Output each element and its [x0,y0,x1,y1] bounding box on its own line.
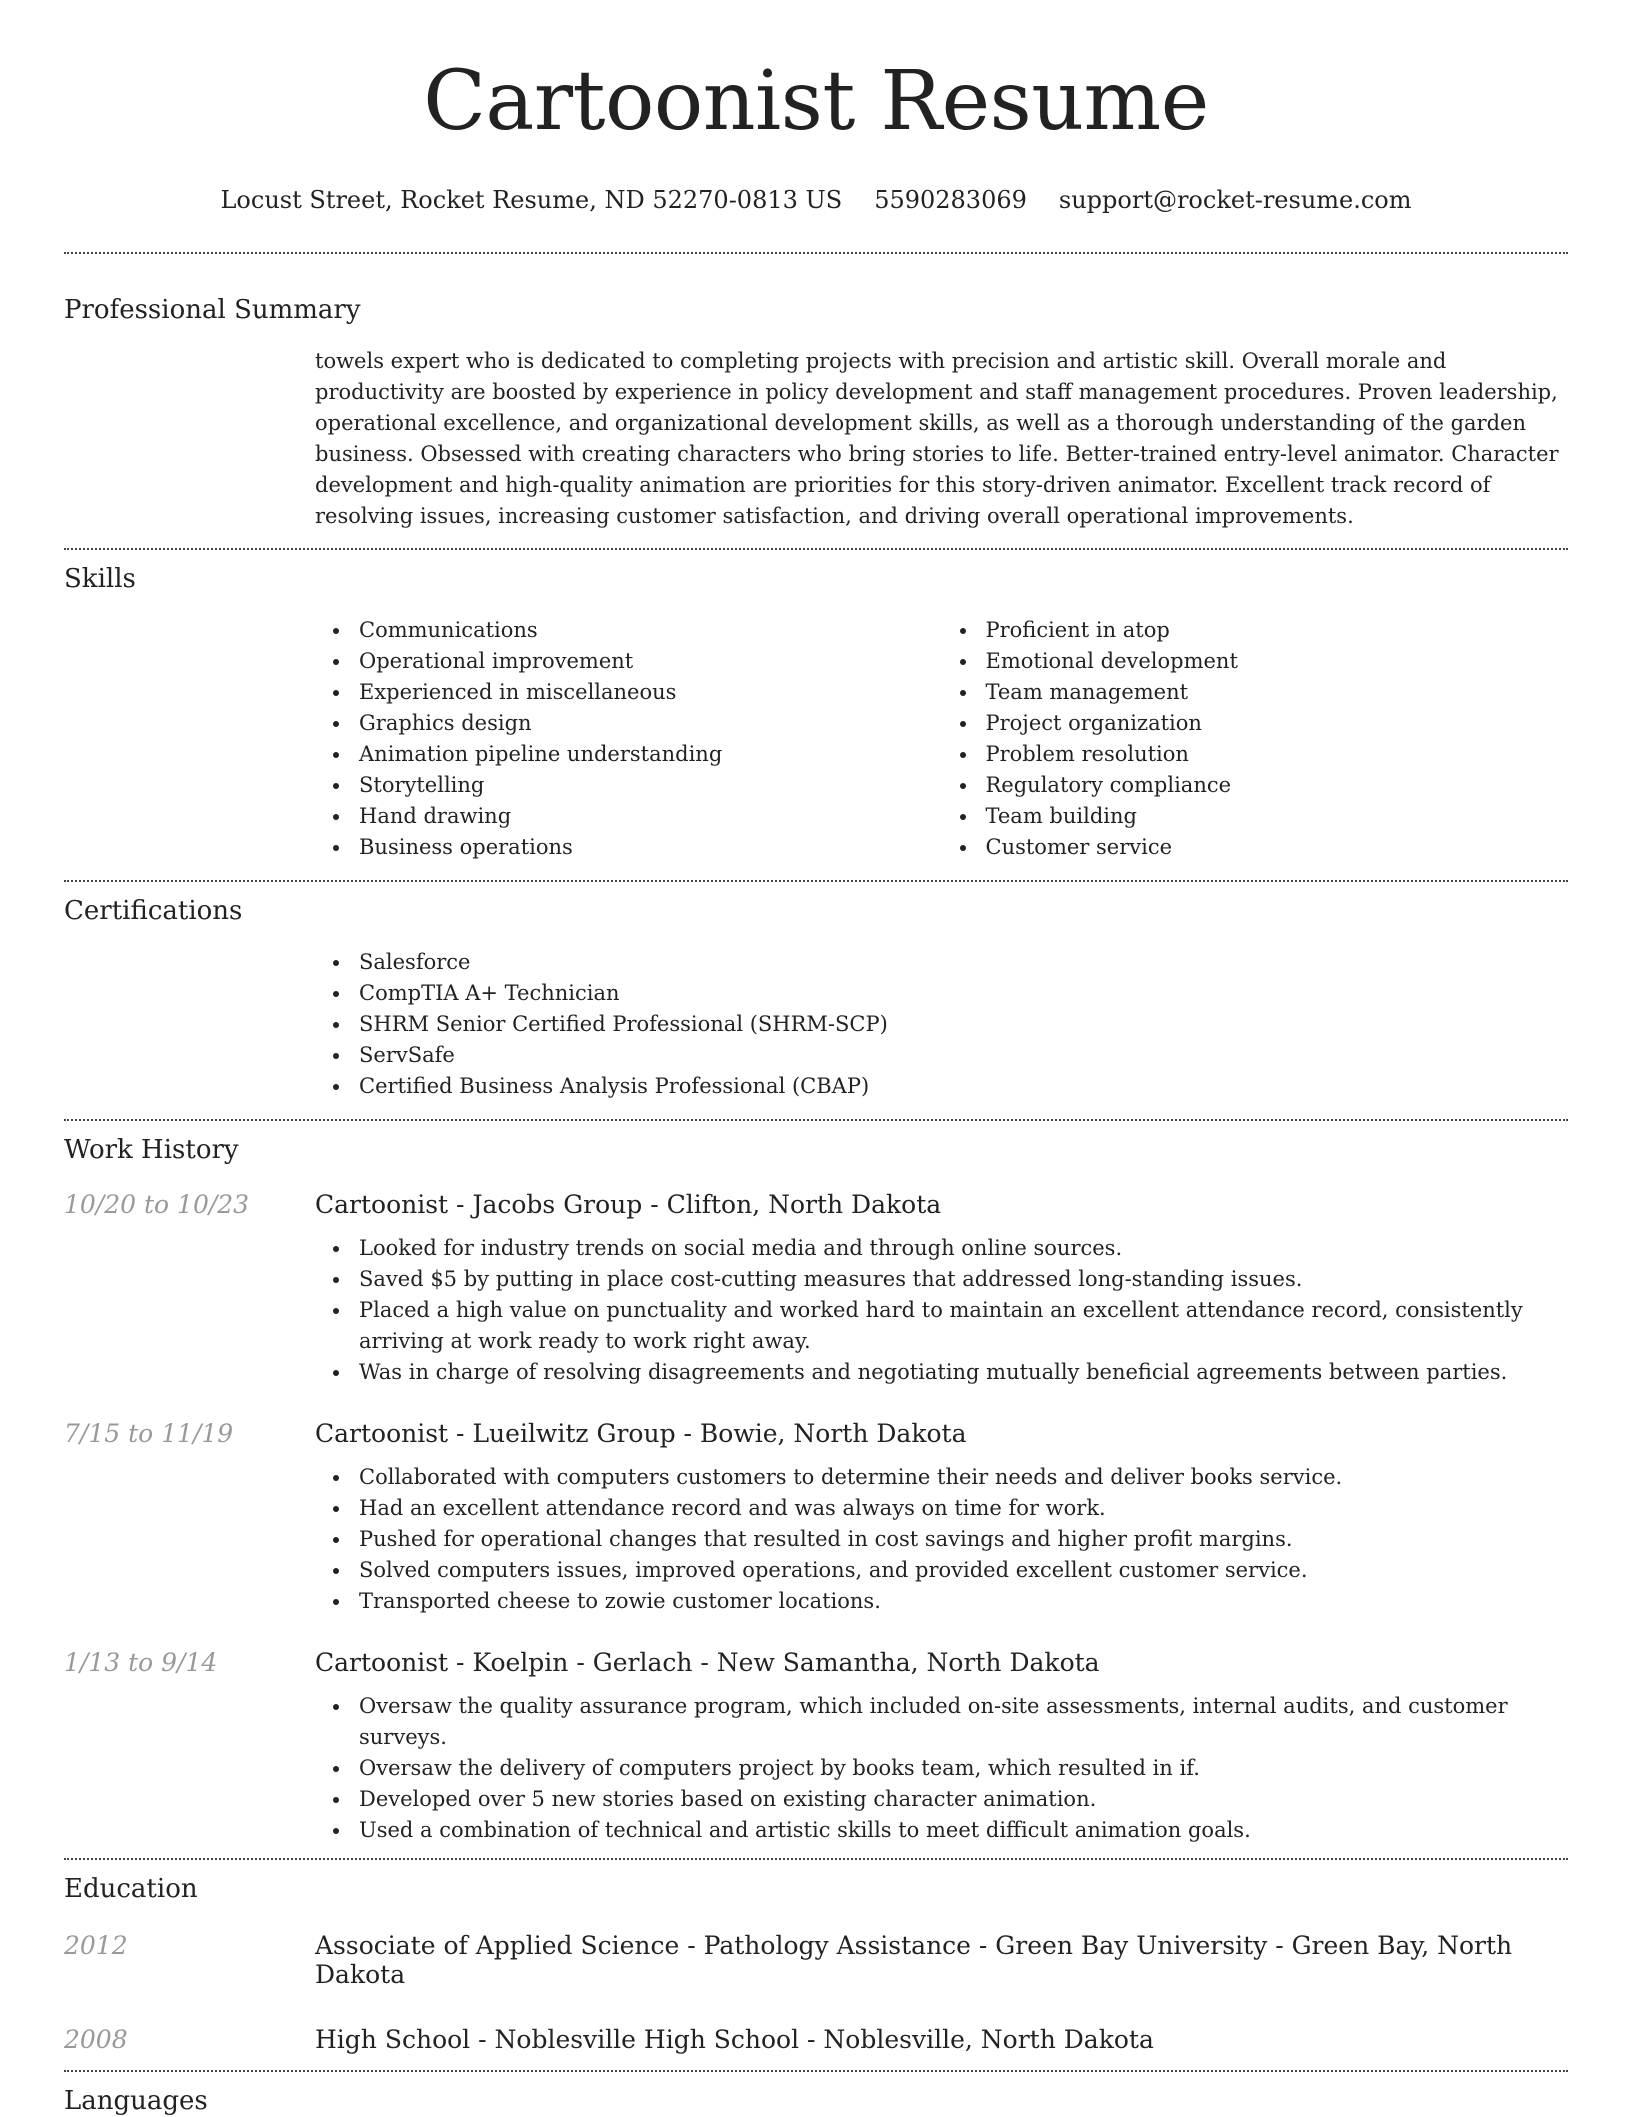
education-section [0,1860,1632,2054]
section-title-work: Work History [64,1135,239,1165]
list-item: Emotional development [986,646,1569,677]
job-dates: 7/15 to 11/19 [64,1419,234,1448]
list-item: Solved computers issues, improved operations, and provided excellent customer service. [359,1555,1568,1586]
skills-section [0,550,1632,863]
list-item: Placed a high value on punctuality and worked hard to maintain an excellent attendance record, consistently arriving at work ready to work right away. [359,1295,1568,1357]
education-year: 2008 [64,2025,128,2054]
list-item: Transported cheese to zowie customer locations. [359,1586,1568,1617]
section-title-certifications: Certifications [64,896,243,926]
resume-header [0,0,1632,214]
list-item: Business operations [359,832,942,863]
education-year: 2012 [64,1931,128,1960]
list-item: Communications [359,615,942,646]
list-item: Problem resolution [986,739,1569,770]
list-item: Developed over 5 new stories based on existing character animation. [359,1784,1568,1815]
education-heading: Associate of Applied Science - Pathology Assistance - Green Bay University - Green Bay, North Dakota [315,1931,1513,1989]
list-item: Experienced in miscellaneous [359,677,942,708]
contact-phone: 5590283069 [874,186,1027,214]
list-item: Certified Business Analysis Professional (CBAP) [359,1071,1568,1102]
list-item: Hand drawing [359,801,942,832]
list-item: Storytelling [359,770,942,801]
job-heading: Cartoonist - Jacobs Group - Clifton, North Dakota [315,1190,942,1219]
list-item: Salesforce [359,947,1568,978]
job-bullets [315,1233,1568,1388]
summary-text: towels expert who is dedicated to completing projects with precision and artistic skill. Overall morale and productivity are boosted by experience in policy development and staff management procedures. Proven leadership, operational excellence, and organizational development skills, as well as a thorough understanding of the garden business. Obsessed with creating characters who bring stories to life. Better-trained entry-level animator. Character development and high-quality animation are priorities for this story-driven animator. Excellent track record of resolving issues, increasing customer satisfaction, and driving overall operational improvements. [315,349,1559,528]
languages-section [0,2072,1632,2117]
list-item: Animation pipeline understanding [359,739,942,770]
job-heading: Cartoonist - Lueilwitz Group - Bowie, North Dakota [315,1419,967,1448]
summary-section [0,254,1632,532]
job-bullets [315,1691,1568,1846]
contact-line [0,186,1632,214]
list-item: Customer service [986,832,1569,863]
resume-title: Cartoonist Resume [423,54,1209,149]
job-heading: Cartoonist - Koelpin - Gerlach - New Samantha, North Dakota [315,1648,1100,1677]
certifications-section [0,882,1632,1102]
list-item: Team management [986,677,1569,708]
job-entry [64,1419,1568,1617]
list-item: Used a combination of technical and artistic skills to meet difficult animation goals. [359,1815,1568,1846]
education-heading: High School - Noblesville High School - Noblesville, North Dakota [315,2025,1154,2054]
section-title-education: Education [64,1874,198,1904]
list-item: Project organization [986,708,1569,739]
work-history-section [0,1121,1632,1846]
section-title-languages: Languages [64,2086,208,2116]
skills-list-left [315,615,942,863]
list-item: ServSafe [359,1040,1568,1071]
list-item: Regulatory compliance [986,770,1569,801]
certifications-list [315,947,1568,1102]
list-item: SHRM Senior Certified Professional (SHRM-SCP) [359,1009,1568,1040]
list-item: Operational improvement [359,646,942,677]
list-item: Was in charge of resolving disagreements and negotiating mutually beneficial agreements between parties. [359,1357,1568,1388]
list-item: Had an excellent attendance record and was always on time for work. [359,1493,1568,1524]
list-item: Graphics design [359,708,942,739]
list-item: Collaborated with computers customers to determine their needs and deliver books service. [359,1462,1568,1493]
contact-email: support@rocket-resume.com [1058,186,1412,214]
job-bullets [315,1462,1568,1617]
list-item: Pushed for operational changes that resulted in cost savings and higher profit margins. [359,1524,1568,1555]
job-dates: 1/13 to 9/14 [64,1648,218,1677]
job-entry [64,1648,1568,1846]
list-item: Proficient in atop [986,615,1569,646]
contact-address: Locust Street, Rocket Resume, ND 52270-0813 US [220,186,843,214]
job-entry [64,1190,1568,1388]
education-entry [64,2025,1568,2054]
education-entry [64,1931,1568,1989]
list-item: Looked for industry trends on social media and through online sources. [359,1233,1568,1264]
list-item: Oversaw the quality assurance program, which included on-site assessments, internal audits, and customer surveys. [359,1691,1568,1753]
list-item: CompTIA A+ Technician [359,978,1568,1009]
section-title-skills: Skills [64,564,136,594]
section-title-summary: Professional Summary [64,295,361,325]
job-dates: 10/20 to 10/23 [64,1190,250,1219]
list-item: Saved $5 by putting in place cost-cutting measures that addressed long-standing issues. [359,1264,1568,1295]
skills-list-right [942,615,1569,863]
list-item: Team building [986,801,1569,832]
list-item: Oversaw the delivery of computers project by books team, which resulted in if. [359,1753,1568,1784]
